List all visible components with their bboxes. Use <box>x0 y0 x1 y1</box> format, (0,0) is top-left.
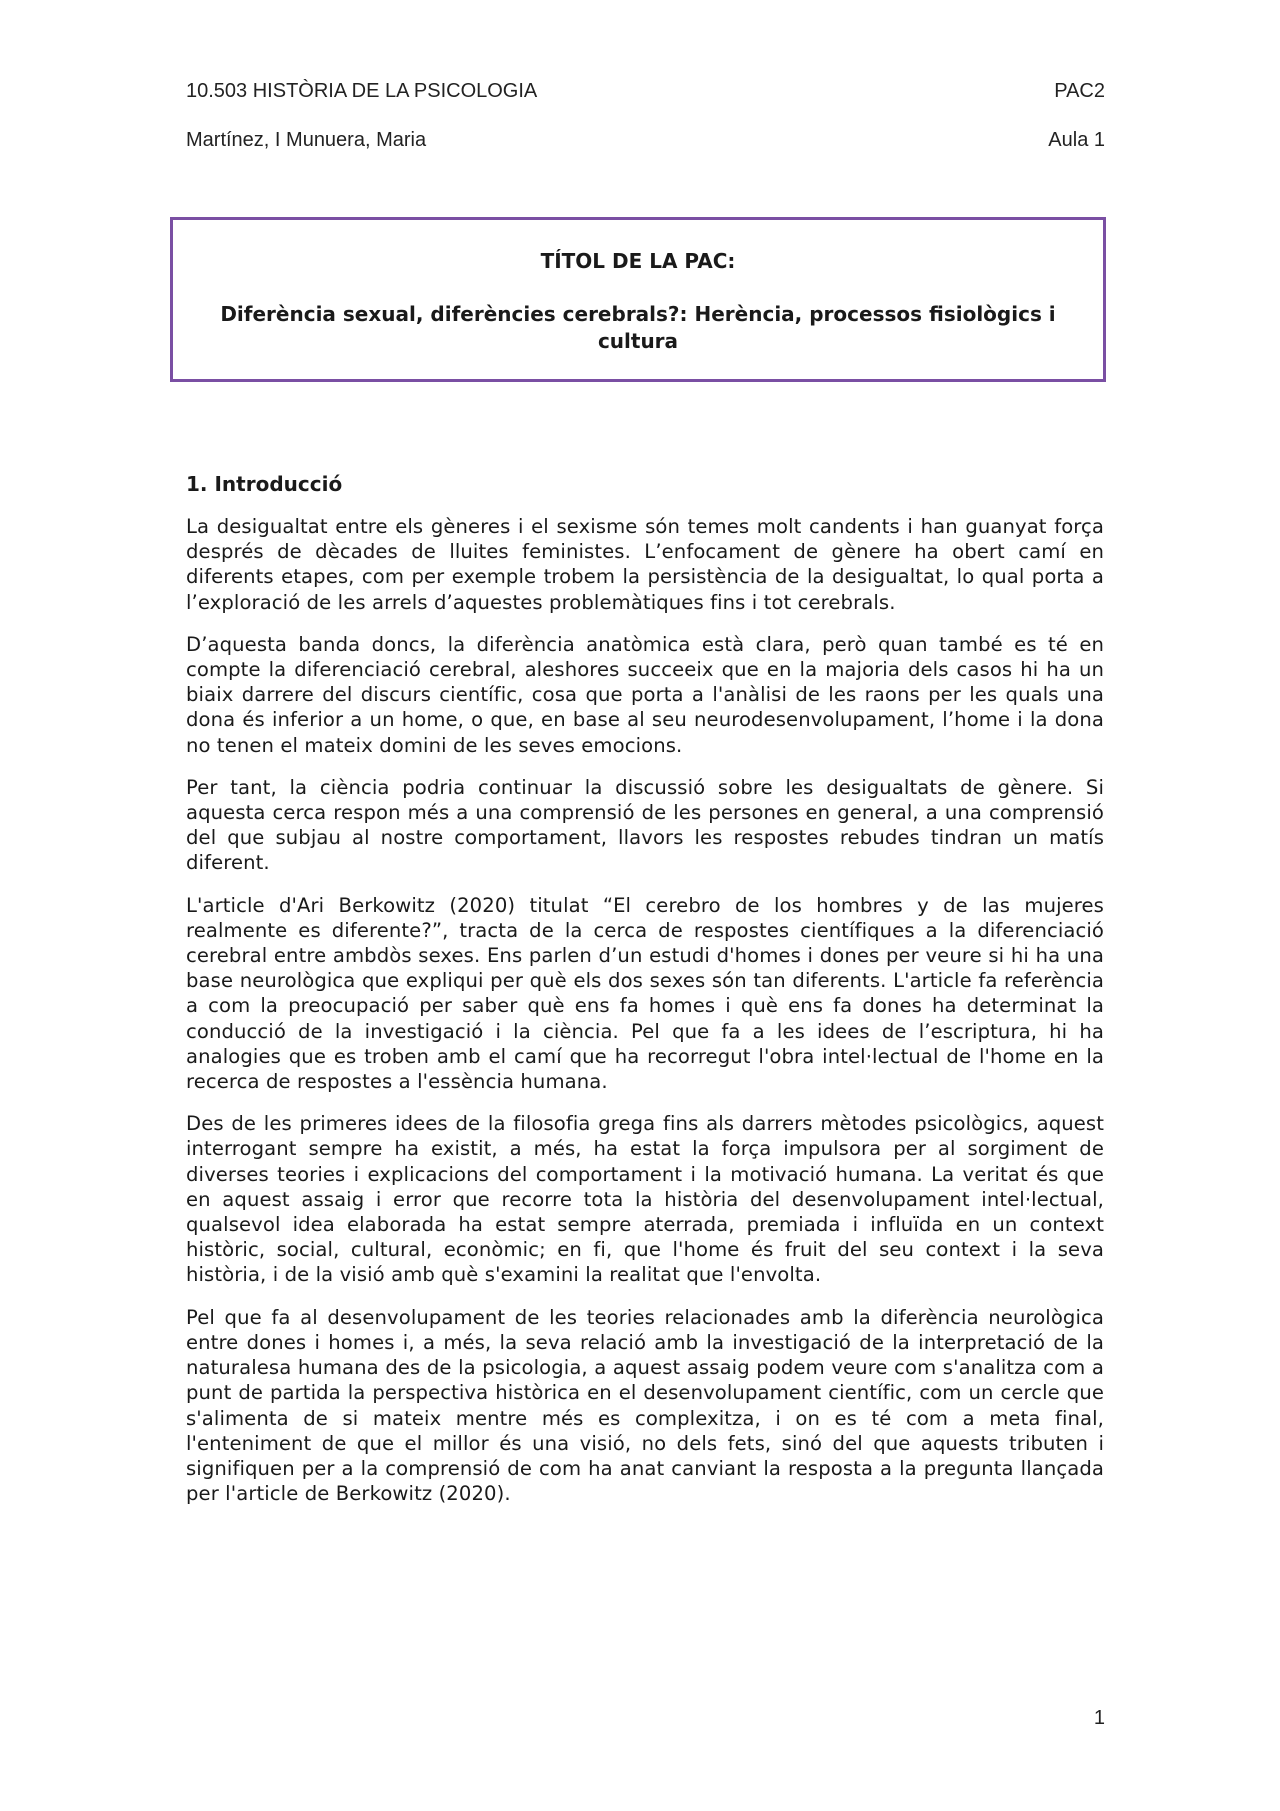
header-row-authors <box>186 129 1105 152</box>
paragraph: Des de les primeres idees de la filosofia grega fins als darrers mètodes psicològics, aquest interrogant sempre ha existit, a més, ha estat la força impulsora per al sorgiment de diverses teories i explicacions del comportament i la motivació humana. La veritat és que en aquest assaig i error que recorre tota la història del desenvolupament intel·lectual, qualsevol idea elaborada ha estat sempre aterrada, premiada i influïda en un context històric, social, cultural, econòmic; en fi, que l'home és fruit del seu context i la seva història, i de la visió amb què s'examini la realitat que l'envolta. <box>186 1112 1104 1287</box>
page-number: 1 <box>1093 1707 1105 1729</box>
document-title: Diferència sexual, diferències cerebrals?: Herència, processos fisiològics i cultura <box>220 302 1056 353</box>
paragraph: La desigualtat entre els gèneres i el sexisme són temes molt candents i han guanyat força després de dècades de lluites feministes. L’enfocament de gènere ha obert camí en diferents etapes, com per exemple trobem la persistència de la desigualtat, lo qual porta a l’exploració de les arrels d’aquestes problemàtiques fins i tot cerebrals. <box>186 515 1104 614</box>
section-heading: 1. Introducció <box>186 472 343 496</box>
paragraph: Per tant, la ciència podria continuar la discussió sobre les desigualtats de gènere. Si aquesta cerca respon més a una comprensió de les persones en general, a una comprensió del que subjau al nostre comportament, llavors les respostes rebudes tindran un matís diferent. <box>186 775 1104 875</box>
title-label: TÍTOL DE LA PAC: <box>540 249 736 273</box>
classroom-label: Aula 1 <box>1048 129 1105 151</box>
header-row-course <box>186 80 1105 103</box>
main-content <box>186 472 1104 1523</box>
assignment-label: PAC2 <box>1054 80 1105 102</box>
author-names: Martínez, I Munuera, Maria <box>186 129 427 151</box>
paragraph: D’aquesta banda doncs, la diferència anatòmica està clara, però quan també es té en compte la diferenciació cerebral, aleshores succeeix que en la majoria dels casos hi ha un biaix darrere del discurs científic, cosa que porta a l'anàlisi de les raons per les quals una dona és inferior a un home, o que, en base al seu neurodesenvolupament, l’home i la dona no tenen el mateix domini de les seves emocions. <box>186 632 1104 757</box>
course-title: 10.503 HISTÒRIA DE LA PSICOLOGIA <box>186 80 538 102</box>
paragraph: Pel que fa al desenvolupament de les teories relacionades amb la diferència neurològica entre dones i homes i, a més, la seva relació amb la investigació de la interpretació de la naturalesa humana des de la psicologia, a aquest assaig podem veure com s'analitza com a punt de partida la perspectiva històrica en el desenvolupament científic, com un cercle que s'alimenta de si mateix mentre més es complexitza, i on es té com a meta final, l'enteniment de que el millor és una visió, no dels fets, sinó del que aquests tributen i signifiquen per a la comprensió de com ha anat canviant la resposta a la pregunta llançada per l'article de Berkowitz (2020). <box>186 1305 1104 1506</box>
title-box <box>170 217 1106 382</box>
paragraph: L'article d'Ari Berkowitz (2020) titulat “El cerebro de los hombres y de las mujeres realmente es diferente?”, tracta de la cerca de respostes científiques a la diferenciació cerebral entre ambdòs sexes. Ens parlen d’un estudi d'homes i dones per veure si hi ha una base neurològica que expliqui per què els dos sexes són tan diferents. L'article fa referència a com la preocupació per saber què ens fa homes i què ens fa dones ha determinat la conducció de la investigació i la ciència. Pel que fa a les idees de l’escriptura, hi ha analogies que es troben amb el camí que ha recorregut l'obra intel·lectual de l'home en la recerca de respostes a l'essència humana. <box>186 893 1104 1094</box>
